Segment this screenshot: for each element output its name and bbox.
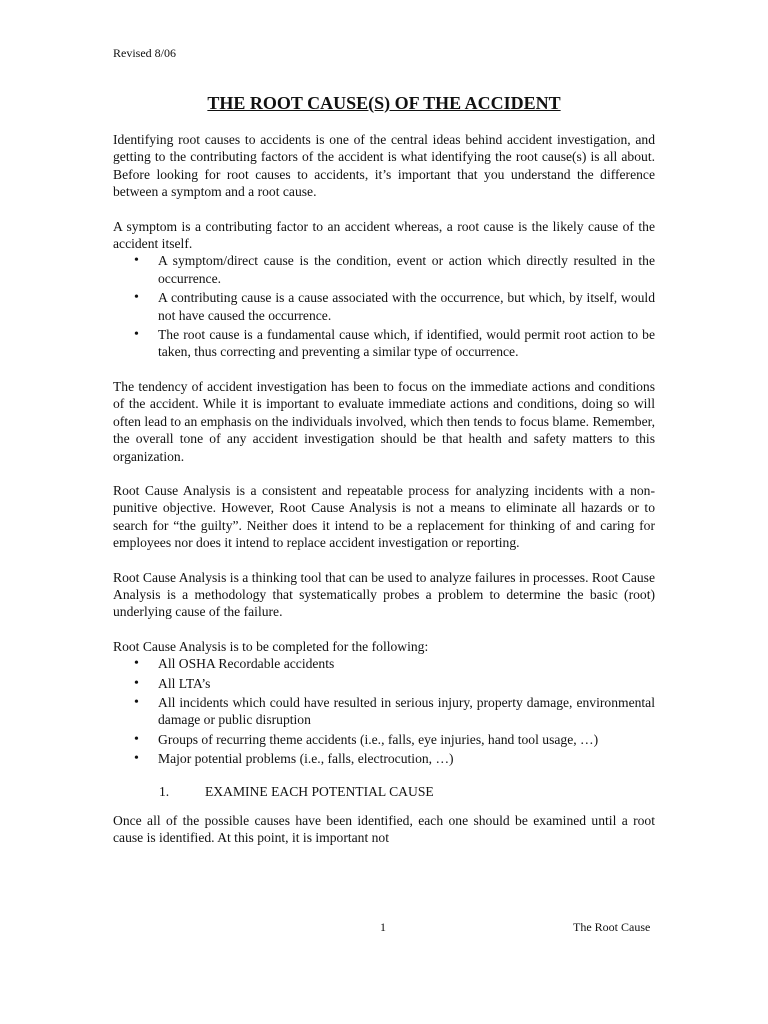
footer-title: The Root Cause — [573, 920, 651, 934]
list-item: • A contributing cause is a cause associated with the occurrence, but which, by itself, would not have caused the occurrence. — [113, 289, 655, 324]
rca-paragraph-1: Root Cause Analysis is a consistent and repeatable process for analyzing incidents with a non-punitive objective. However, Root Cause Analysis is not a means to eliminate all hazards or to search for “the guilty”. Neither does it intend to be a replacement for thinking of and caring for employees nor does it intend to replace accident investigation or reporting. — [113, 482, 655, 551]
document-body — [113, 131, 655, 864]
section-title: EXAMINE EACH POTENTIAL CAUSE — [205, 783, 434, 799]
symptom-paragraph: A symptom is a contributing factor to an accident whereas, a root cause is the likely cause of the accident itself. — [113, 218, 655, 252]
rca-paragraph-2: Root Cause Analysis is a thinking tool that can be used to analyze failures in processes. Root Cause Analysis is a methodology that systematically probes a problem to determine the basic (root) underlying cause of the failure. — [113, 569, 655, 620]
rca-list-intro: Root Cause Analysis is to be completed for the following: — [113, 638, 429, 654]
list-item: • Major potential problems (i.e., falls, electrocution, …) — [113, 750, 655, 767]
list-item: • The root cause is a fundamental cause which, if identified, would permit root action to be taken, thus correcting and preventing a similar type of occurrence. — [113, 326, 655, 361]
intro-paragraph: Identifying root causes to accidents is one of the central ideas behind accident investigation, and getting to the contributing factors of the accident is what identifying the root cause(s) is all about. Before looking for root causes to accidents, it’s important that you understand the difference between a symptom and a root cause. — [113, 132, 655, 200]
page-number: 1 — [380, 920, 386, 934]
section-number: 1. — [159, 783, 170, 799]
revision-note: Revised 8/06 — [113, 46, 176, 60]
rca-required-list — [113, 655, 655, 767]
list-item: • All OSHA Recordable accidents — [113, 655, 655, 672]
section-text: Once all of the possible causes have been identified, each one should be examined until a root cause is identified. At this point, it is important not — [113, 813, 655, 846]
list-item: • Groups of recurring theme accidents (i.e., falls, eye injuries, hand tool usage, …) — [113, 731, 655, 748]
cause-types-list — [113, 252, 655, 360]
list-item: • All LTA’s — [113, 675, 655, 692]
tendency-paragraph: The tendency of accident investigation has been to focus on the immediate actions and conditions of the accident. While it is important to evaluate immediate actions and conditions, doing so will often lead to an emphasis on the individuals involved, which then tends to focus blame. Remember, the overall tone of any accident investigation should be that health and safety matters to this organization. — [113, 378, 655, 464]
list-item: • A symptom/direct cause is the condition, event or action which directly resulted in the occurrence. — [113, 252, 655, 287]
list-item: • All incidents which could have resulted in serious injury, property damage, environmental damage or public disruption — [113, 694, 655, 729]
section-heading — [113, 783, 655, 800]
page-title: THE ROOT CAUSE(S) OF THE ACCIDENT — [207, 93, 561, 113]
